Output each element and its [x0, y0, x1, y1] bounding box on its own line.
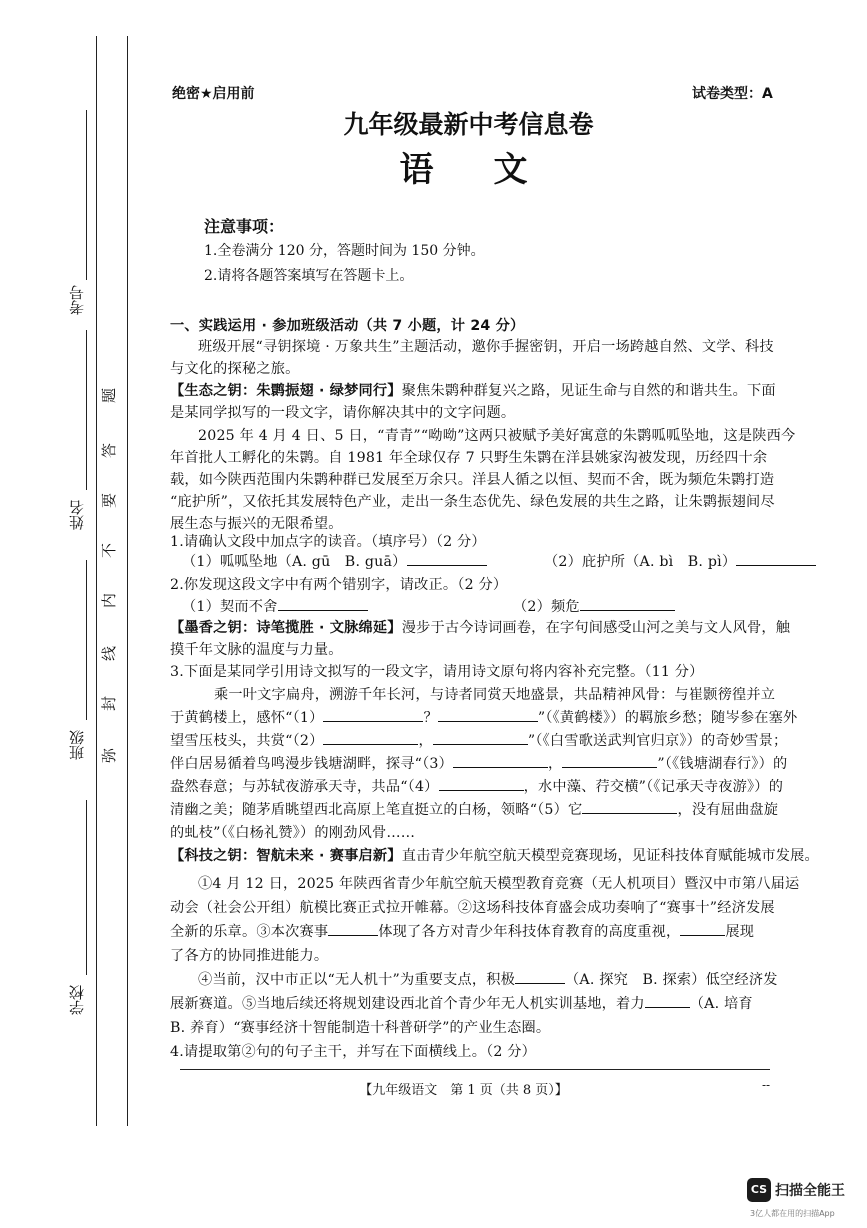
tech-line: ④当前，汉中市正以“无人机十”为重要支点，积极 （A. 探究 B. 探索）低空经济发 — [198, 969, 765, 989]
q3-line: 盎然春意；与苏轼夜游承天寺，共品“（4） ，水中藻、荇交横”（《记承天寺夜游》）的 — [170, 776, 765, 796]
tech-paragraph — [170, 845, 819, 865]
q1-answer-1[interactable] — [407, 551, 487, 566]
tech-line: ①4 月 12 日，2025 年陕西省青少年航空航天模型教育竞赛（无人机项目）暨汉中市第八届运 — [198, 876, 800, 892]
class-label: 班级 — [68, 730, 86, 760]
tech-blank-4[interactable] — [645, 993, 690, 1008]
poem-text: 摸千年文脉的温度与力量。 — [170, 642, 343, 658]
eco-paragraph — [170, 380, 776, 400]
binding-line-outer — [96, 36, 97, 1126]
passage-line: 年首批人工孵化的朱鹮。自 1981 年全球仅存 7 只野生朱鹮在洋县姚家沟被发现，历经四十余 — [170, 450, 768, 466]
poem-paragraph — [170, 617, 791, 637]
question-1-items — [182, 551, 749, 571]
school-label: 学校 — [68, 985, 86, 1015]
page-title: 九年级最新中考信息卷 — [343, 110, 594, 139]
eco-text: 聚焦朱鹮种群复兴之路，见证生命与自然的和谐共生。下面 — [401, 383, 776, 399]
passage-line: 载，如今陕西范围内朱鹮种群已发展至万余只。洋县人循之以恒、契而不舍，既为频危朱鹮打造 — [170, 472, 775, 488]
paper-type-label: 试卷类型：A — [692, 86, 773, 102]
seal-char: 要 — [100, 492, 119, 509]
q3-line: 伴白居易循着鸟鸣漫步钱塘湖畔，探寻“（3） ， ”（《钱塘湖春行》）的 — [170, 753, 765, 773]
tech-text: 直击青少年航空航天模型竞赛现场，见证科技体育赋能城市发展。 — [401, 848, 819, 864]
q1-item-1: （1）呱呱坠地（A. gū B. guā） — [182, 554, 407, 570]
question-3: 3.下面是某同学引用诗文拟写的一段文字，请用诗文原句将内容补充完整。（11 分） — [170, 664, 704, 680]
q2-answer-1[interactable] — [278, 596, 368, 611]
scanner-watermark — [747, 1178, 845, 1202]
seal-char: 线 — [100, 645, 119, 662]
q3-line: 望雪压枝头，共赏“（2） ， ”（《白雪歌送武判官归京》）的奇妙雪景； — [170, 730, 765, 750]
footer-mark: -- — [762, 1078, 771, 1092]
notice-item: 1.全卷满分 120 分，答题时间为 150 分钟。 — [204, 243, 485, 259]
tech-line: B. 养育）“赛事经济十智能制造十科普研学”的产业生态圈。 — [170, 1020, 551, 1036]
intro-text: 班级开展“寻钥探境 · 万象共生”主题活动，邀你手握密钥，开启一场跨越自然、文学、科技 — [198, 339, 774, 355]
watermark-subtitle: 3亿人都在用的扫描App — [750, 1209, 835, 1218]
subject-title: 语文 — [399, 150, 588, 190]
seal-char: 答 — [100, 442, 119, 459]
class-line — [86, 560, 87, 720]
q2-item-1: （1）契而不舍 — [182, 599, 278, 615]
confidential-label: 绝密★启用前 — [172, 86, 255, 102]
q2-item-2: （2）频危 — [513, 599, 580, 615]
q3-line: 的虬枝”（《白杨礼赞》）的刚劲风骨…… — [170, 825, 416, 841]
poem-text: 漫步于古今诗词画卷，在字句间感受山河之美与文人风骨，触 — [401, 620, 791, 636]
intro-text: 与文化的探秘之旅。 — [170, 361, 300, 377]
camscanner-logo-icon: CS — [747, 1178, 771, 1202]
tech-blank-2[interactable] — [680, 921, 725, 936]
q3-line: 清幽之美；随茅盾眺望西北高原上笔直挺立的白杨，领略“（5）它 ，没有屈曲盘旋 — [170, 799, 765, 819]
question-2-items — [182, 596, 749, 616]
passage-line: 2025 年 4 月 4 日、5 日，“青青”“呦呦”这两只被赋予美好寓意的朱鹮呱呱坠地，这是陕西今 — [198, 428, 796, 444]
poem-tag: 【墨香之钥：诗笔揽胜 · 文脉绵延】 — [170, 620, 402, 636]
q3-blank-3b[interactable] — [562, 753, 657, 768]
q3-blank-3a[interactable] — [453, 753, 548, 768]
q3-blank-5[interactable] — [582, 799, 677, 814]
q1-answer-2[interactable] — [736, 551, 816, 566]
name-label: 姓名 — [68, 500, 86, 530]
question-4: 4.请提取第②句的句子主干，并写在下面横线上。（2 分） — [170, 1044, 537, 1060]
q2-answer-2[interactable] — [580, 596, 675, 611]
tech-blank-1[interactable] — [328, 921, 378, 936]
q1-item-2: （2）庇护所（A. bì B. pì） — [543, 554, 737, 570]
passage-line: 展生态与振兴的无限希望。 — [170, 516, 343, 532]
binding-line-inner — [127, 36, 128, 1126]
seal-char: 内 — [100, 592, 119, 609]
seal-char: 弥 — [100, 747, 119, 764]
seal-char: 不 — [100, 542, 119, 559]
seal-char: 题 — [100, 387, 119, 404]
name-line — [86, 330, 87, 490]
page-footer: 【九年级语文 第 1 页（共 8 页）】 — [359, 1083, 568, 1098]
q3-line: 乘一叶文字扁舟，溯游千年长河，与诗者同赏天地盛景，共品精神风骨：与崔颢徬徨并立 — [214, 687, 776, 703]
eco-text: 是某同学拟写的一段文字，请你解决其中的文字问题。 — [170, 405, 516, 421]
q3-line: 于黄鹤楼上，感怀“（1） ？ ”（《黄鹤楼》）的羁旅乡愁；随岑参在塞外 — [170, 707, 765, 727]
tech-line: 全新的乐章。③本次赛事 体现了各方对青少年科技体育教育的高度重视， 展现 — [170, 921, 765, 941]
question-2: 2.你发现这段文字中有两个错别字，请改正。（2 分） — [170, 577, 508, 593]
seal-char: 封 — [100, 695, 119, 712]
exam-no-label: 考号 — [68, 285, 86, 315]
q3-blank-2b[interactable] — [433, 730, 528, 745]
q3-blank-1a[interactable] — [323, 707, 423, 722]
notice-heading: 注意事项： — [204, 217, 285, 236]
watermark-name: 扫描全能王 — [775, 1183, 845, 1199]
school-line — [86, 800, 87, 975]
passage-line: “庇护所”，又依托其发展特色产业，走出一条生态优先、绿色发展的共生之路，让朱鹮振翅间尽 — [170, 494, 775, 510]
q3-blank-4[interactable] — [439, 776, 524, 791]
q3-blank-2a[interactable] — [323, 730, 418, 745]
eco-tag: 【生态之钥：朱鹮振翅 · 绿梦同行】 — [170, 383, 402, 399]
answer-line[interactable] — [180, 1069, 770, 1070]
tech-line: 展新赛道。⑤当地后续还将规划建设西北首个青少年无人机实训基地，着力 （A. 培育 — [170, 993, 765, 1013]
section-heading: 一、实践运用 · 参加班级活动（共 7 小题，计 24 分） — [170, 318, 525, 334]
question-1: 1.请确认文段中加点字的读音。（填序号）（2 分） — [170, 534, 486, 550]
tech-blank-3[interactable] — [515, 969, 565, 984]
tech-line: 了各方的协同推进能力。 — [170, 948, 329, 964]
tech-tag: 【科技之钥：智航未来 · 赛事启新】 — [170, 848, 402, 864]
tech-line: 动会（社会公开组）航模比赛正式拉开帷幕。②这场科技体育盛会成功奏响了“赛事十”经济发展 — [170, 900, 775, 916]
notice-item: 2.请将各题答案填写在答题卡上。 — [204, 268, 414, 284]
q3-blank-1b[interactable] — [438, 707, 538, 722]
